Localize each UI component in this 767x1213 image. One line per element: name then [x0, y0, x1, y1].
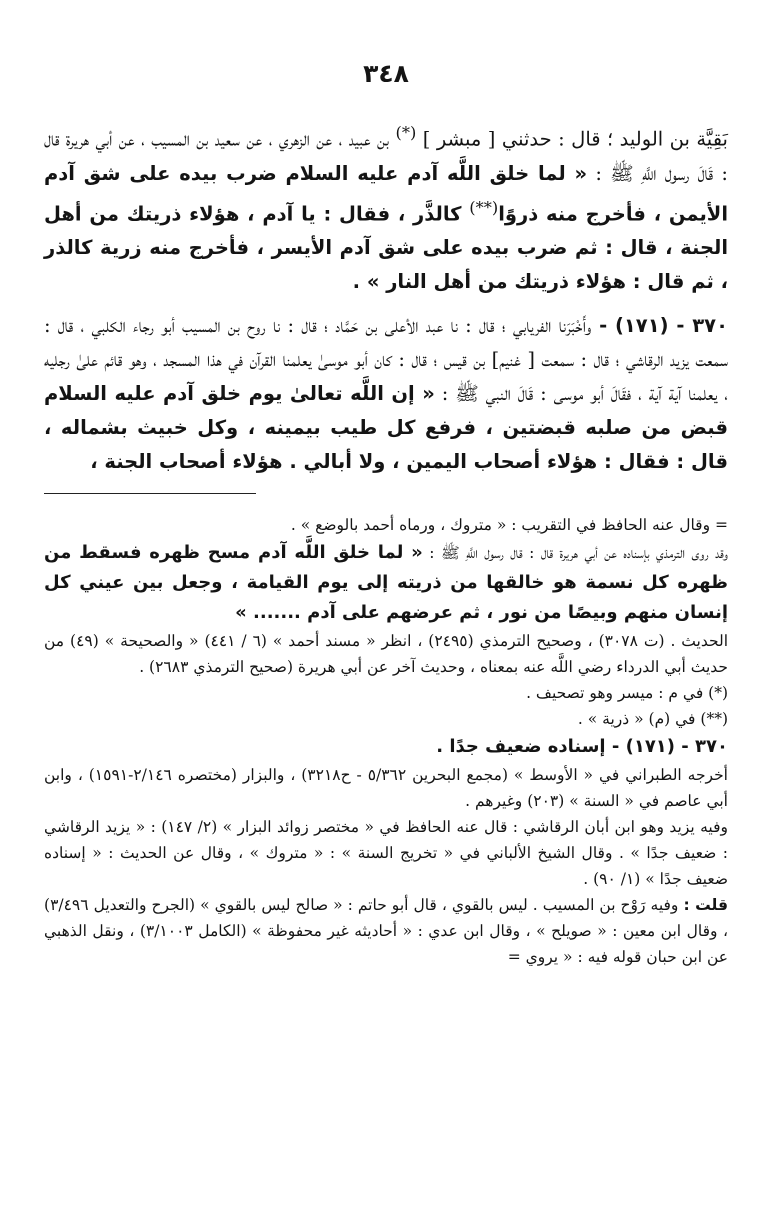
footnotes — [44, 512, 728, 970]
note-line: = وقال عنه الحافظ في التقريب : « متروك ، ورماه أحمد بالوضع » . — [290, 516, 728, 534]
isnad-text: بن عبيد ، عن الزهري ، عن سعيد بن المسيب ، عن أبي هريرة قال : قَالَ رسول اللَّهِ ﷺ : — [44, 127, 728, 185]
note-label: قلت : — [683, 896, 728, 914]
note-hadith: « لما خلق اللَّه آدم مسح ظهره فسقط من ظهره كل نسمة هو خالقها من ذريته إلى يوم القيامة ، وجعل بين عيني كل إنسان منهم وبيصًا من نور ، ثم عرضهم على آدم ....... » — [44, 542, 728, 623]
book-page — [44, 54, 728, 970]
isnad-text: بَقِيَّة بن الوليد ؛ قال : حدثني [ مبشر ] — [416, 127, 728, 151]
note-line: وفيه يزيد وهو ابن أبان الرقاشي : قال عنه الحافظ في « مختصر زوائد البزار » (٢/ ١٤٧) : « يزيد الرقاشي : ضعيف جدًا » . وقال الشيخ الألباني في « تخريج السنة » : « متروك » ، وقال عن الحديث : « إسناده ضعيف جدًا » (١/ ٩٠) . — [44, 818, 728, 888]
isnad-text: وأَخْبَرَنا الفريابي ؛ قال : نا عبد الأعلى بن حَمَّاد ؛ قال : نا روح بن المسيب أبو رجاء الكلبي ، قال : سمعت يزيد الرقاشي ؛ قال : سمعت [ غنيم] بن قيس ؛ قال : كان أبو موسىٰ يعلمنا القرآن في هذا المسجد ، وهو قائم علىٰ رجليه ، يعلمنا آية آية ، فقَالَ أبو موسى : قَالَ النبي ﷺ : — [44, 314, 728, 405]
note-line: (**) في (م) « ذرية » . — [577, 710, 728, 728]
hadith-paragraph-2 — [44, 309, 728, 479]
hadith-paragraph-1 — [44, 116, 728, 299]
main-text — [44, 116, 728, 479]
footnote-marker: (*) — [395, 123, 417, 142]
hadith-matn: « إن اللَّه تعالىٰ يوم خلق آدم عليه السلام قبض من صلبه قبضتين ، فرفع كل طيب بيمينه ، وكل خبيث بشماله ، قال : فقال : هؤلاء أصحاب اليمين ، ولا أبالي . هؤلاء أصحاب الجنة ، — [44, 382, 728, 473]
note-line: الحديث . (ت ٣٠٧٨) ، وصحيح الترمذي (٢٤٩٥) ، انظر « مسند أحمد » (٦ / ٤٤١) « والصحيحة » (٤٩) من حديث أبي الدرداء رضي اللَّه عنه بمعناه ، وحديث آخر عن أبي هريرة (صحيح الترمذي ٢٦٨٣) . — [44, 632, 729, 676]
note-line — [44, 892, 728, 970]
hadith-matn: كالذَّر ، فقال : يا آدم ، هؤلاء ذريتك من أهل الجنة ، قال : ثم ضرب بيده على شق آدم الأيسر ، فأخرج منه زرية كالذر ، ثم قال : هؤلاء ذريتك من أهل النار » . — [44, 202, 728, 293]
hadith-matn: « لما خلق اللَّه آدم عليه السلام ضرب بيده على شق آدم الأيمن ، فأخرج منه ذروًا — [44, 161, 729, 225]
note-text: وقد روى الترمذي بإسناده عن أبي هريرة قال : قال رسول اللَّهِ ﷺ : — [422, 544, 728, 562]
note-text: وفيه رَوْح بن المسيب . ليس بالقوي ، قال أبو حاتم : « صالح ليس بالقوي » (الجرح والتعديل ٣/٤٩٦) ، وقال ابن معين : « صويلح » ، وقال ابن عدي : « أحاديثه غير محفوظة » (الكامل ٣/١٠٠٣) ، ونقل الذهبي عن ابن حبان قوله فيه : « يروي = — [44, 896, 728, 966]
page-number: ٣٤٨ — [363, 59, 409, 88]
grade-heading: ٣٧٠ - (١٧١) - إسناده ضعيف جدًا . — [436, 736, 728, 757]
note-line: (*) في م : ميسر وهو تصحيف . — [526, 684, 728, 702]
note-line — [44, 538, 728, 628]
footnote-divider — [44, 493, 256, 494]
footnote-marker: (**) — [469, 197, 499, 217]
note-line: أخرجه الطبراني في « الأوسط » (مجمع البحرين ٥/٣٦٢ - ح٣٢١٨) ، والبزار (مختصره ٢/١٤٦-١٥٩١) ، وابن أبي عاصم في « السنة » (٢٠٣) وغيرهم . — [44, 766, 728, 810]
hadith-number: ٣٧٠ - (١٧١) - — [591, 314, 728, 337]
